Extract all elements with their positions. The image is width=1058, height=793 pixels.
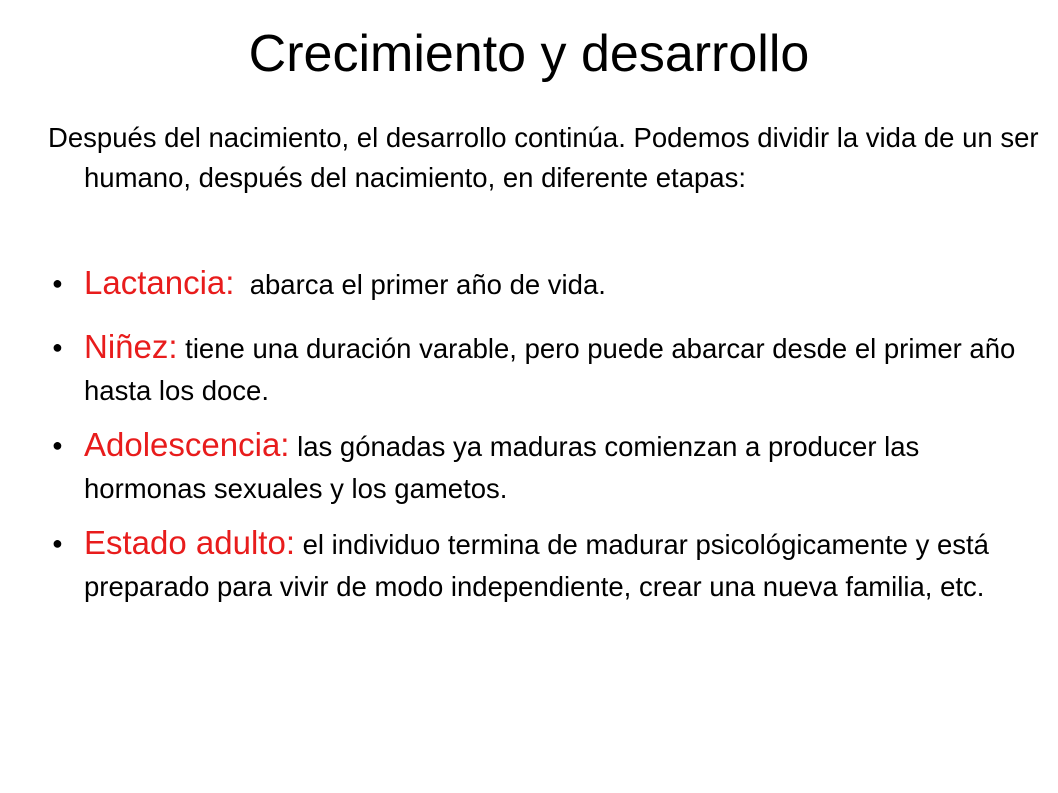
bullet-icon: ● (52, 337, 63, 357)
stage-description: las gónadas ya maduras comienzan a producer las hormonas sexuales y los gametos. (84, 431, 927, 504)
stage-term: Adolescencia: (84, 426, 290, 463)
bullet-icon: ● (52, 533, 63, 553)
slide-title: Crecimiento y desarrollo (248, 25, 810, 83)
intro-paragraph: Después del nacimiento, el desarrollo continúa. Podemos dividir la vida de un ser humano, después del nacimiento, en diferente etapas: (48, 122, 1039, 193)
bullet-icon: ● (52, 435, 63, 455)
stage-item-adolescencia (48, 424, 1028, 510)
bullet-icon: ● (52, 273, 63, 293)
stage-item-ninez (48, 326, 1028, 412)
stage-description: tiene una duración varable, pero puede abarcar desde el primer año hasta los doce. (84, 333, 1023, 406)
stage-description: el individuo termina de madurar psicológicamente y está preparado para vivir de modo independiente, crear una nueva familia, etc. (84, 529, 997, 602)
stage-description: abarca el primer año de vida. (234, 269, 606, 300)
stage-item-lactancia (48, 262, 1028, 306)
stage-term: Niñez: (84, 328, 178, 365)
stage-term: Lactancia: (84, 264, 235, 301)
stage-list (48, 262, 1028, 608)
stage-term: Estado adulto: (84, 524, 295, 561)
stage-item-estado-adulto (48, 522, 1028, 608)
